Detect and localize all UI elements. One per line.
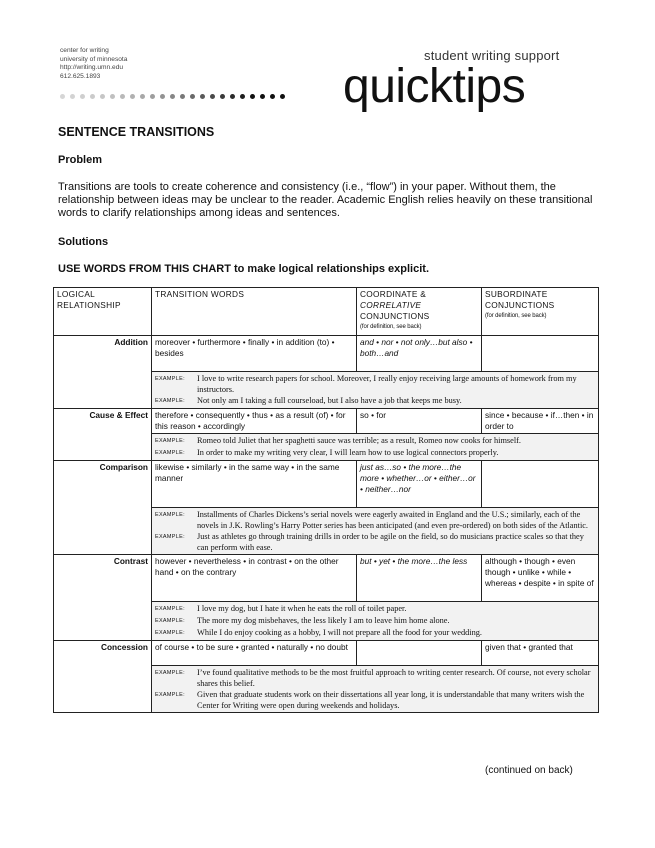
table-header-row [54, 288, 599, 336]
relationship-concession: Concession [54, 641, 152, 713]
example-label: EXAMPLE: [155, 376, 185, 382]
example-text: In order to make my writing very clear, I will learn how to use logical connectors properly. [197, 448, 499, 457]
example-label: EXAMPLE: [155, 512, 185, 518]
example-cell [152, 434, 599, 461]
example-text: Installments of Charles Dickens’s serial novels were eagerly awaited in England and the U.S.; similarly, each of the novels in J.K. Rowling’s Harry Potter series has been anticipated (and even pre-ordered) on both sides of the Atlantic. [197, 510, 589, 530]
subordinate-cell: since • because • if…then • in order to [482, 409, 599, 434]
example-label: EXAMPLE: [155, 630, 185, 636]
example-text: While I do enjoy cooking as a hobby, I will not prepare all the food for your wedding. [197, 628, 482, 637]
example-label: EXAMPLE: [155, 398, 185, 404]
transitions-table [53, 287, 599, 713]
coordinate-cell: so • for [357, 409, 482, 434]
transition-cell: likewise • similarly • in the same way • in the same manner [152, 461, 357, 508]
header-coordinate-line: CONJUNCTIONS [360, 311, 430, 321]
problem-heading: Problem [58, 154, 103, 166]
coordinate-cell: but • yet • the more…the less [357, 555, 482, 602]
dot-divider [60, 92, 290, 100]
header-subordinate-line: CONJUNCTIONS [485, 300, 555, 310]
header-subordinate [482, 288, 599, 336]
coordinate-cell: just as…so • the more…the more • whether…or • either…or • neither…nor [357, 461, 482, 508]
example-cell [152, 508, 599, 555]
subordinate-cell: given that • granted that [482, 641, 599, 666]
header-logical: LOGICAL RELATIONSHIP [54, 288, 152, 336]
header-subordinate-note: (for definition, see back) [485, 313, 547, 319]
transition-cell: of course • to be sure • granted • naturally • no doubt [152, 641, 357, 666]
contact-phone: 612.625.1893 [60, 72, 101, 80]
example-label: EXAMPLE: [155, 438, 185, 444]
contact-block [60, 47, 127, 81]
example-text: Given that graduate students work on their dissertations all year long, it is understandable that many writers wish the Center for Writing were open during weekends and holidays. [197, 690, 585, 710]
example-text: Romeo told Juliet that her spaghetti sauce was terrible; as a result, Romeo now cooks for himself. [197, 436, 521, 445]
header-coordinate-line: COORDINATE & [360, 289, 427, 299]
subordinate-cell: although • though • even though • unlike • while • whereas • despite • in spite of [482, 555, 599, 602]
transition-cell: therefore • consequently • thus • as a result (of) • for this reason • accordingly [152, 409, 357, 434]
continued-note: (continued on back) [485, 765, 573, 776]
example-label: EXAMPLE: [155, 692, 185, 698]
header-transition: TRANSITION WORDS [152, 288, 357, 336]
coordinate-cell [357, 641, 482, 666]
header-coordinate-note: (for definition, see back) [360, 324, 422, 330]
table-row [54, 409, 599, 434]
example-label: EXAMPLE: [155, 450, 185, 456]
example-text: I love my dog, but I hate it when he eats the roll of toilet paper. [197, 604, 407, 613]
table-row [54, 555, 599, 602]
contact-line: center for writing [60, 47, 109, 54]
contact-line: university of minnesota [60, 55, 128, 63]
page-title: SENTENCE TRANSITIONS [58, 125, 215, 139]
example-text: Just as athletes go through training drills in order to be agile on the field, so do musicians practice scales so that they can perform with ease. [197, 532, 584, 552]
relationship-cause-effect: Cause & Effect [54, 409, 152, 461]
problem-text: Transitions are tools to create coherence and consistency (i.e., “flow”) in your paper. Without them, the relationship between ideas may be unclear to the reader. Academic English relies heavily on these transitional words to clarify relationships among ideas and sentences. [58, 181, 593, 219]
example-cell [152, 372, 599, 409]
example-text: Not only am I taking a full courseload, but I also have a job that keeps me busy. [197, 396, 462, 405]
relationship-addition: Addition [54, 336, 152, 409]
header-coordinate [357, 288, 482, 336]
contact-url: http://writing.umn.edu [60, 64, 124, 72]
example-label: EXAMPLE: [155, 618, 185, 624]
brand-logo: quicktips [343, 60, 526, 113]
example-text: I love to write research papers for school. Moreover, I really enjoy receiving large amounts of homework from my instructors. [197, 374, 577, 394]
header-coordinate-line: CORRELATIVE [360, 300, 422, 310]
relationship-contrast: Contrast [54, 555, 152, 641]
table-row [54, 336, 599, 372]
table-row [54, 461, 599, 508]
example-label: EXAMPLE: [155, 606, 185, 612]
header-subordinate-line: SUBORDINATE [485, 289, 548, 299]
example-label: EXAMPLE: [155, 534, 185, 540]
example-text: I’ve found qualitative methods to be the most fruitful approach to writing center research. Of course, not every scholar shares this belief. [197, 668, 591, 688]
table-row [54, 641, 599, 666]
example-cell [152, 602, 599, 641]
coordinate-cell: and • nor • not only…but also • both…and [357, 336, 482, 372]
chart-instruction: USE WORDS FROM THIS CHART to make logical relationships explicit. [58, 263, 429, 275]
example-label: EXAMPLE: [155, 670, 185, 676]
subordinate-cell [482, 461, 599, 508]
transition-cell: however • nevertheless • in contrast • on the other hand • on the contrary [152, 555, 357, 602]
brand-subtitle: student writing support [424, 48, 560, 63]
relationship-comparison: Comparison [54, 461, 152, 555]
transition-cell: moreover • furthermore • finally • in addition (to) • besides [152, 336, 357, 372]
example-text: The more my dog misbehaves, the less likely I am to leave him home alone. [197, 616, 450, 625]
subordinate-cell [482, 336, 599, 372]
example-cell [152, 666, 599, 713]
solutions-heading: Solutions [58, 236, 109, 248]
